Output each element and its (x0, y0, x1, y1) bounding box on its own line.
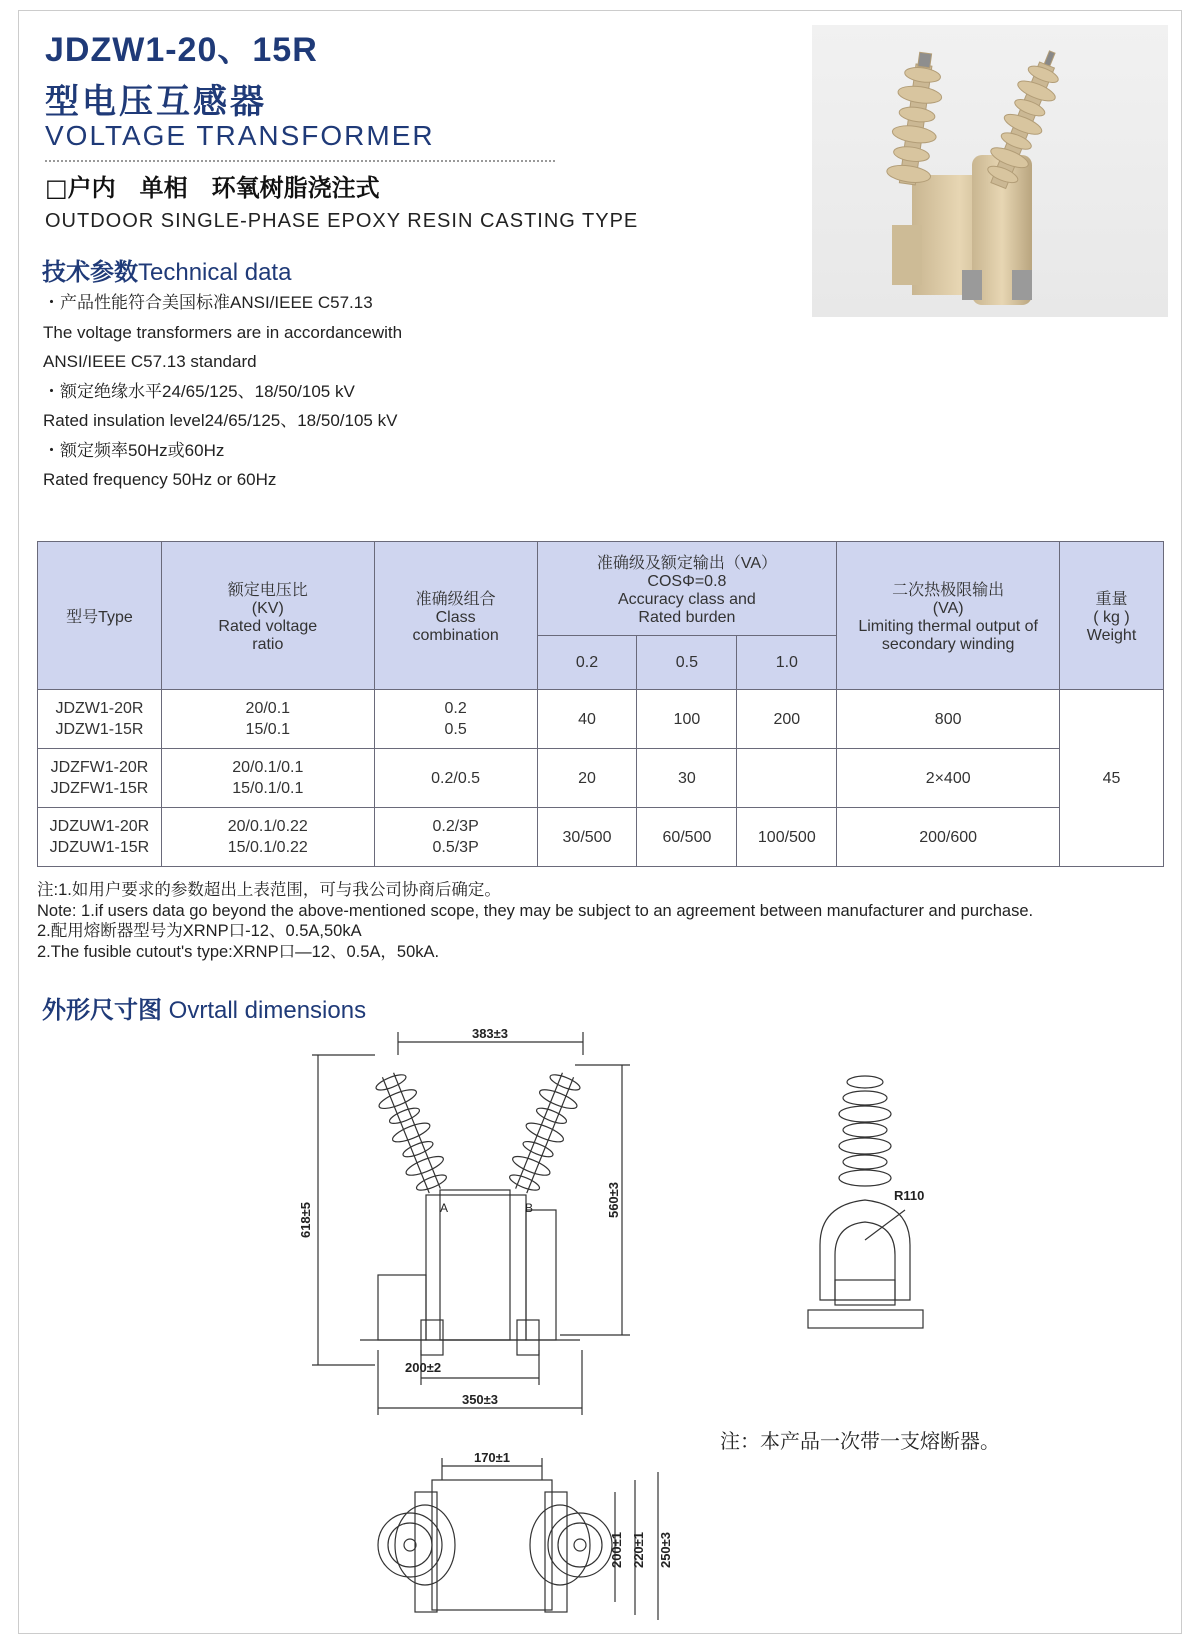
tech-heading-cn: 技术参数 (42, 258, 138, 286)
class-line: 0.5/3P (432, 839, 479, 856)
header-burden-0-2: 0.2 (537, 636, 637, 690)
cell-class (374, 808, 537, 867)
tech-line: Rated frequency 50Hz or 60Hz (43, 470, 277, 489)
header-thermal-line: (VA) (932, 600, 964, 617)
ratio-line: 15/0.1/0.22 (227, 839, 308, 856)
top-view-drawing (370, 1450, 700, 1635)
cell-burden-0-5: 30 (637, 749, 737, 808)
product-photo (812, 25, 1168, 317)
class-line: 0.5 (444, 721, 467, 738)
cell-burden-0-2: 20 (537, 749, 637, 808)
notes (37, 880, 1167, 962)
header-class-line: combination (412, 627, 499, 644)
dim-383: 383±3 (471, 1026, 509, 1041)
table-row (38, 690, 1164, 749)
type-cn: □户内 单相 环氧树脂浇注式 (45, 174, 380, 202)
type-line: JDZW1-15R (55, 721, 144, 738)
note-1-en: Note: 1.if users data go beyond the above-mentioned scope, they may be subject to an agreement between manufacturer and purchase. (37, 901, 1034, 920)
cell-ratio (161, 749, 374, 808)
type-en: OUTDOOR SINGLE-PHASE EPOXY RESIN CASTING TYPE (45, 210, 639, 232)
header-ratio-line: ratio (252, 636, 284, 653)
class-line: 0.2 (444, 700, 467, 717)
tech-lines (43, 288, 402, 495)
ratio-line: 20/0.1 (245, 700, 291, 717)
ratio-line: 15/0.1/0.1 (232, 780, 304, 797)
header-thermal-line: Limiting thermal output of (858, 618, 1038, 635)
product-name-cn: 型电压互感器 (45, 82, 267, 122)
type-line: JDZUW1-20R (49, 818, 150, 835)
header-burden-0-5: 0.5 (637, 636, 737, 690)
header-ratio-line: 额定电压比 (227, 582, 308, 599)
spec-table (37, 541, 1164, 867)
cell-type (38, 808, 162, 867)
cell-burden-1-0 (737, 749, 837, 808)
radius-label: R110 (894, 1188, 925, 1203)
header-burden-line: COSΦ=0.8 (647, 573, 727, 590)
cell-burden-0-2: 30/500 (537, 808, 637, 867)
header-burden-line: Accuracy class and (617, 591, 756, 608)
header-ratio (161, 542, 374, 690)
ratio-line: 20/0.1/0.1 (232, 759, 304, 776)
type-line: JDZUW1-15R (49, 839, 150, 856)
tech-line: ANSI/IEEE C57.13 standard (43, 352, 257, 371)
dim-250: 250±3 (658, 1531, 673, 1569)
header-burden-line: 准确级及额定输出（VA） (596, 555, 777, 572)
dim-220: 220±1 (631, 1531, 646, 1569)
header-burden-1-0: 1.0 (737, 636, 837, 690)
cell-burden-1-0: 100/500 (737, 808, 837, 867)
dim-350: 350±3 (461, 1392, 499, 1407)
dim-200-top: 200±1 (609, 1531, 624, 1569)
product-name-en: VOLTAGE TRANSFORMER (45, 120, 435, 151)
dimensions-heading-en: Ovrtall dimensions (168, 997, 367, 1024)
cell-burden-0-2: 40 (537, 690, 637, 749)
header-thermal-line: 二次热极限输出 (892, 582, 1005, 599)
note-2-cn: 2.配用熔断器型号为XRNP口-12、0.5A,50kA (37, 922, 362, 940)
terminal-a-label: A (440, 1201, 449, 1215)
cell-burden-0-5: 60/500 (637, 808, 737, 867)
terminal-b-label: B (525, 1201, 534, 1215)
type-line: JDZW1-20R (55, 700, 144, 717)
header-class-line: 准确级组合 (415, 591, 496, 608)
title-divider (45, 160, 555, 162)
tech-line: Rated insulation level24/65/125、18/50/105 kV (43, 411, 398, 430)
type-line: JDZFW1-20R (50, 759, 149, 776)
cell-burden-1-0: 200 (737, 690, 837, 749)
cell-type (38, 690, 162, 749)
header-weight-line: Weight (1086, 627, 1137, 644)
header-ratio-line: (KV) (251, 600, 284, 617)
type-line: JDZFW1-15R (50, 780, 149, 797)
header-thermal (837, 542, 1060, 690)
front-view-drawing (300, 1020, 660, 1450)
cell-burden-0-5: 100 (637, 690, 737, 749)
class-line: 0.2/3P (432, 818, 479, 835)
dim-618: 618±5 (298, 1201, 313, 1239)
header-weight (1060, 542, 1164, 690)
header-ratio-line: Rated voltage (218, 618, 318, 635)
cell-class (374, 690, 537, 749)
cell-ratio (161, 690, 374, 749)
header-weight-line: 重量 (1095, 591, 1128, 608)
header-burden-line: Rated burden (638, 609, 736, 626)
dim-200: 200±2 (405, 1360, 442, 1375)
dimensions-heading-cn: 外形尺寸图 (42, 996, 162, 1024)
cell-type (38, 749, 162, 808)
cell-thermal: 800 (837, 690, 1060, 749)
dim-170: 170±1 (473, 1450, 511, 1465)
fuse-note: 注：本产品一次带一支熔断器。 (720, 1429, 1000, 1453)
side-view-drawing (790, 1060, 940, 1360)
tech-line: ・额定频率50Hz或60Hz (43, 440, 225, 460)
header-type: 型号Type (38, 542, 162, 690)
model-title: JDZW1-20、15R (45, 31, 318, 69)
table-row (38, 749, 1164, 808)
cell-class: 0.2/0.5 (374, 749, 537, 808)
tech-heading-en: Technical data (138, 259, 292, 286)
header-burden (537, 542, 837, 636)
tech-line: The voltage transformers are in accordancewith (43, 322, 403, 342)
cell-weight: 45 (1060, 690, 1164, 867)
ratio-line: 15/0.1 (245, 721, 291, 738)
ratio-line: 20/0.1/0.22 (227, 818, 308, 835)
tech-heading (42, 252, 291, 287)
header-class (374, 542, 537, 690)
note-1-cn: 注:1.如用户要求的参数超出上表范围，可与我公司协商后确定。 (37, 881, 501, 899)
table-row (38, 808, 1164, 867)
cell-thermal: 2×400 (837, 749, 1060, 808)
note-2-en: 2.The fusible cutout's type:XRNP口—12、0.5A，50kA. (37, 942, 440, 961)
cell-ratio (161, 808, 374, 867)
cell-thermal: 200/600 (837, 808, 1060, 867)
tech-line: ・产品性能符合美国标准ANSI/IEEE C57.13 (43, 293, 373, 312)
dim-560: 560±3 (606, 1181, 621, 1219)
header-class-line: Class (435, 609, 476, 626)
tech-line: ・额定绝缘水平24/65/125、18/50/105 kV (43, 381, 355, 401)
header-weight-line: ( kg ) (1093, 609, 1130, 626)
header-thermal-line: secondary winding (881, 636, 1015, 653)
